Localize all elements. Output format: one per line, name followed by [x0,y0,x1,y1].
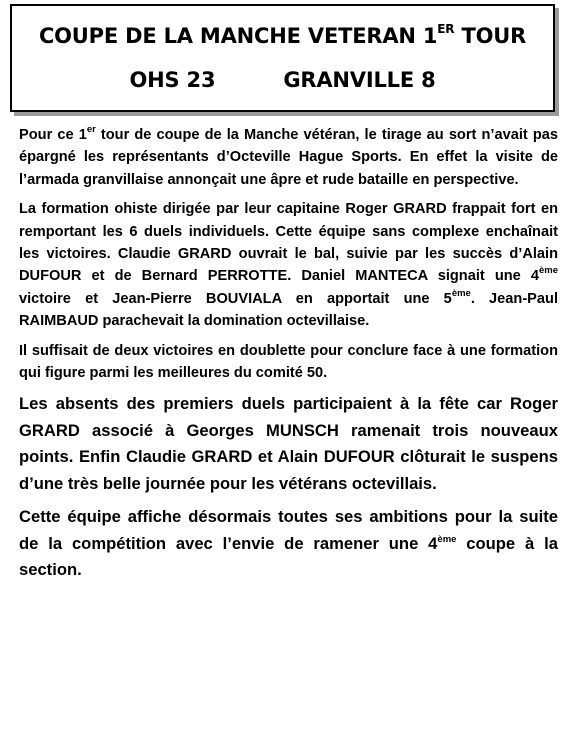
paragraph-intro [19,124,558,191]
title-main: COUPE DE LA MANCHE VETERAN 1 [38,24,438,48]
ordinal-superscript: ème [538,265,558,277]
paragraph-conclusion-text-a: Cette équipe affiche désormais toutes ses ambitions pour la suite de la compétition avec l’envie de ramener une 4 [19,507,558,553]
paragraph-absents: Les absents des premiers duels participaient à la fête car Roger GRARD associé à Georges MUNSCH ramenait trois nouveaux points. Enfin Claudie GRARD et Alain DUFOUR clôturait le suspens d’une très belle journée pour les vétérans octevillais. [19,394,558,493]
paragraph-singles-text-b: victoire et Jean-Pierre BOUVIALA en apportait une 5 [19,290,452,307]
page-title [12,24,553,48]
home-team-score: OHS 23 [129,68,216,92]
paragraph-singles-text-c: . Jean-Paul RAIMBAUD parachevait la domination octevillaise. [19,290,558,330]
ordinal-superscript: ème [437,533,457,545]
paragraph-conclusion-text-b: coupe à la section. [19,533,558,579]
paragraph-doubles: Il suffisait de deux victoires en doublette pour conclure face à une formation qui figure parmi les meilleures du comité 50. [19,342,558,382]
paragraph-singles-text-a: La formation ohiste dirigée par leur capitaine Roger GRARD frappait fort en remportant les 6 duels individuels. Cette équipe sans complexe enchaînait les victoires. Claudie GRARD ouvrait le bal, suivie par les succès d’Alain DUFOUR et de Bernard PERROTTE. Daniel MANTECA signait une 4 [19,201,558,285]
paragraph-conclusion [19,504,558,583]
title-end: TOUR [454,24,527,48]
article-body [19,124,558,583]
paragraph-singles [19,198,558,332]
paragraph-intro-text-b: tour de coupe de la Manche vétéran, le tirage au sort n’avait pas épargné les représentants d’Octeville Hague Sports. En effet la visite de l’armada granvillaise annonçait une âpre et rude bataille en perspective. [19,127,558,188]
score-line [12,68,553,92]
title-superscript: ER [437,22,455,36]
ordinal-superscript: er [86,124,96,135]
paragraph-intro-text-a: Pour ce 1 [19,127,87,143]
title-box [10,4,555,112]
ordinal-superscript: ème [451,287,471,299]
away-team-score: GRANVILLE 8 [283,68,436,92]
